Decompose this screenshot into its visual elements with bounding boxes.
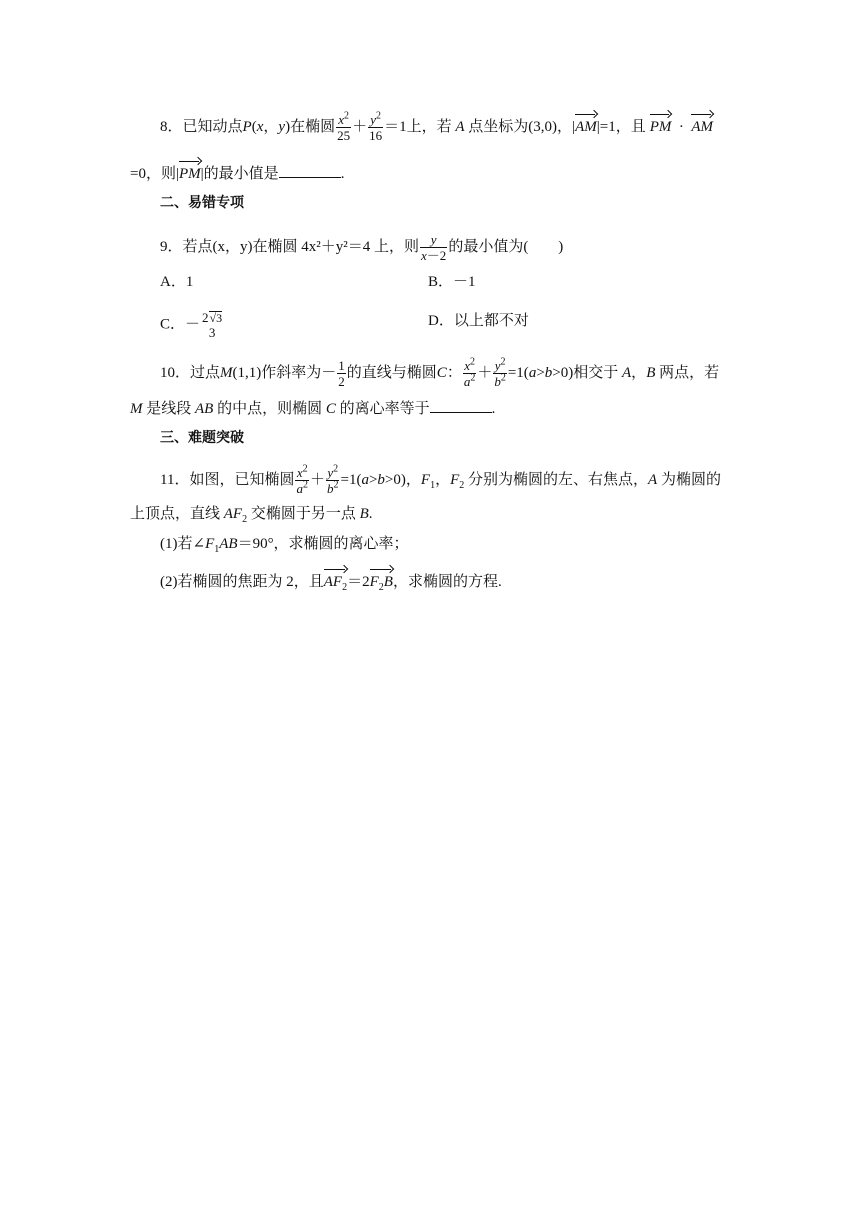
fraction-2sqrt3-over-3: 2√3 3 [202,310,223,340]
fraction-1-2: $\frac{1}{2}$ [338,358,345,389]
option-d: D．以上都不对 [428,313,529,329]
fraction-y2-b2: $\frac{y^2}{b^2}$ [326,463,339,496]
option-b: B．－1 [428,274,476,290]
fraction-x2-a2: $\frac{x^2}{a^2}$ [463,356,476,389]
question-number: 10． [160,364,191,381]
vector-am-2: AM [691,118,714,135]
vector-af2: $AF_2$ [323,574,348,593]
question-10-line-2: M 是线段 AB 的中点，则椭圆 C 的离心率等于 . [130,398,495,419]
vector-f2b: $F_2B$ [369,574,393,593]
fraction-y2-b2: $\frac{y^2}{b^2}$ [494,356,506,389]
question-number: 11． [160,471,190,488]
answer-blank [430,398,492,413]
fraction-y-over-x-minus-2: $\frac{y}{x-2}$ [421,232,447,263]
question-9-line: 9．若点(x，y)在椭圆 4x²＋y²＝4 上，则 $\frac{y}{x-2}$ 的最小值为( ) [160,232,564,263]
section-heading: 二、易错专项 [160,195,244,211]
answer-blank [279,163,341,178]
fraction-x2-25: $\frac{x^2}{25}$ [337,110,351,143]
question-8-line-2: =0，则|PM|的最小值是 . [130,163,344,184]
question-11-part-1: (1)若$\angle F_1AB=90^\circ$，求椭圆的离心率； [160,536,409,555]
question-8-line-1: 8．已知动点P(x，y)在椭圆 $\frac{x^2}{25}$ ＋ $\frac{y^2}{16}$ ＝1上，若 A 点坐标为(3,0)，|AM|=1，且 PM · AM [160,110,714,143]
question-number: 8． [160,118,183,135]
question-11-line-1: 11．如图，已知椭圆 $\frac{x^2}{a^2}$ ＋ $\frac{y^2}{b^2}$ =1(a>b>0)，$F_1$，$F_2$ 分别为椭圆的左、右焦点，A 为椭圆的 [160,463,721,496]
question-10-line-1: 10．过点M(1,1)作斜率为－ $\frac{1}{2}$ 的直线与椭圆C： $\frac{x^2}{a^2}$ ＋ $\frac{y^2}{b^2}$ =1(a>b>0)相交于 A，B 两点，若 [160,356,720,389]
question-number: 9． [160,238,183,255]
vector-pm-2: PM [178,166,201,182]
vector-pm: PM [649,118,672,135]
vector-am: AM [575,118,597,135]
question-11-line-2: 上顶点，直线 $AF_2$ 交椭圆于另一点 B. [130,506,373,525]
fraction-y2-16: $\frac{y^2}{16}$ [369,110,383,143]
section-heading: 三、难题突破 [160,430,244,446]
question-11-part-2: (2)若椭圆的焦距为 2，且$AF_2=2F_2B$，求椭圆的方程. [160,574,502,593]
fraction-x2-a2: $\frac{x^2}{a^2}$ [296,463,308,496]
option-c: C．－ 2√3 3 [160,310,223,340]
option-a: A．1 [160,274,194,290]
